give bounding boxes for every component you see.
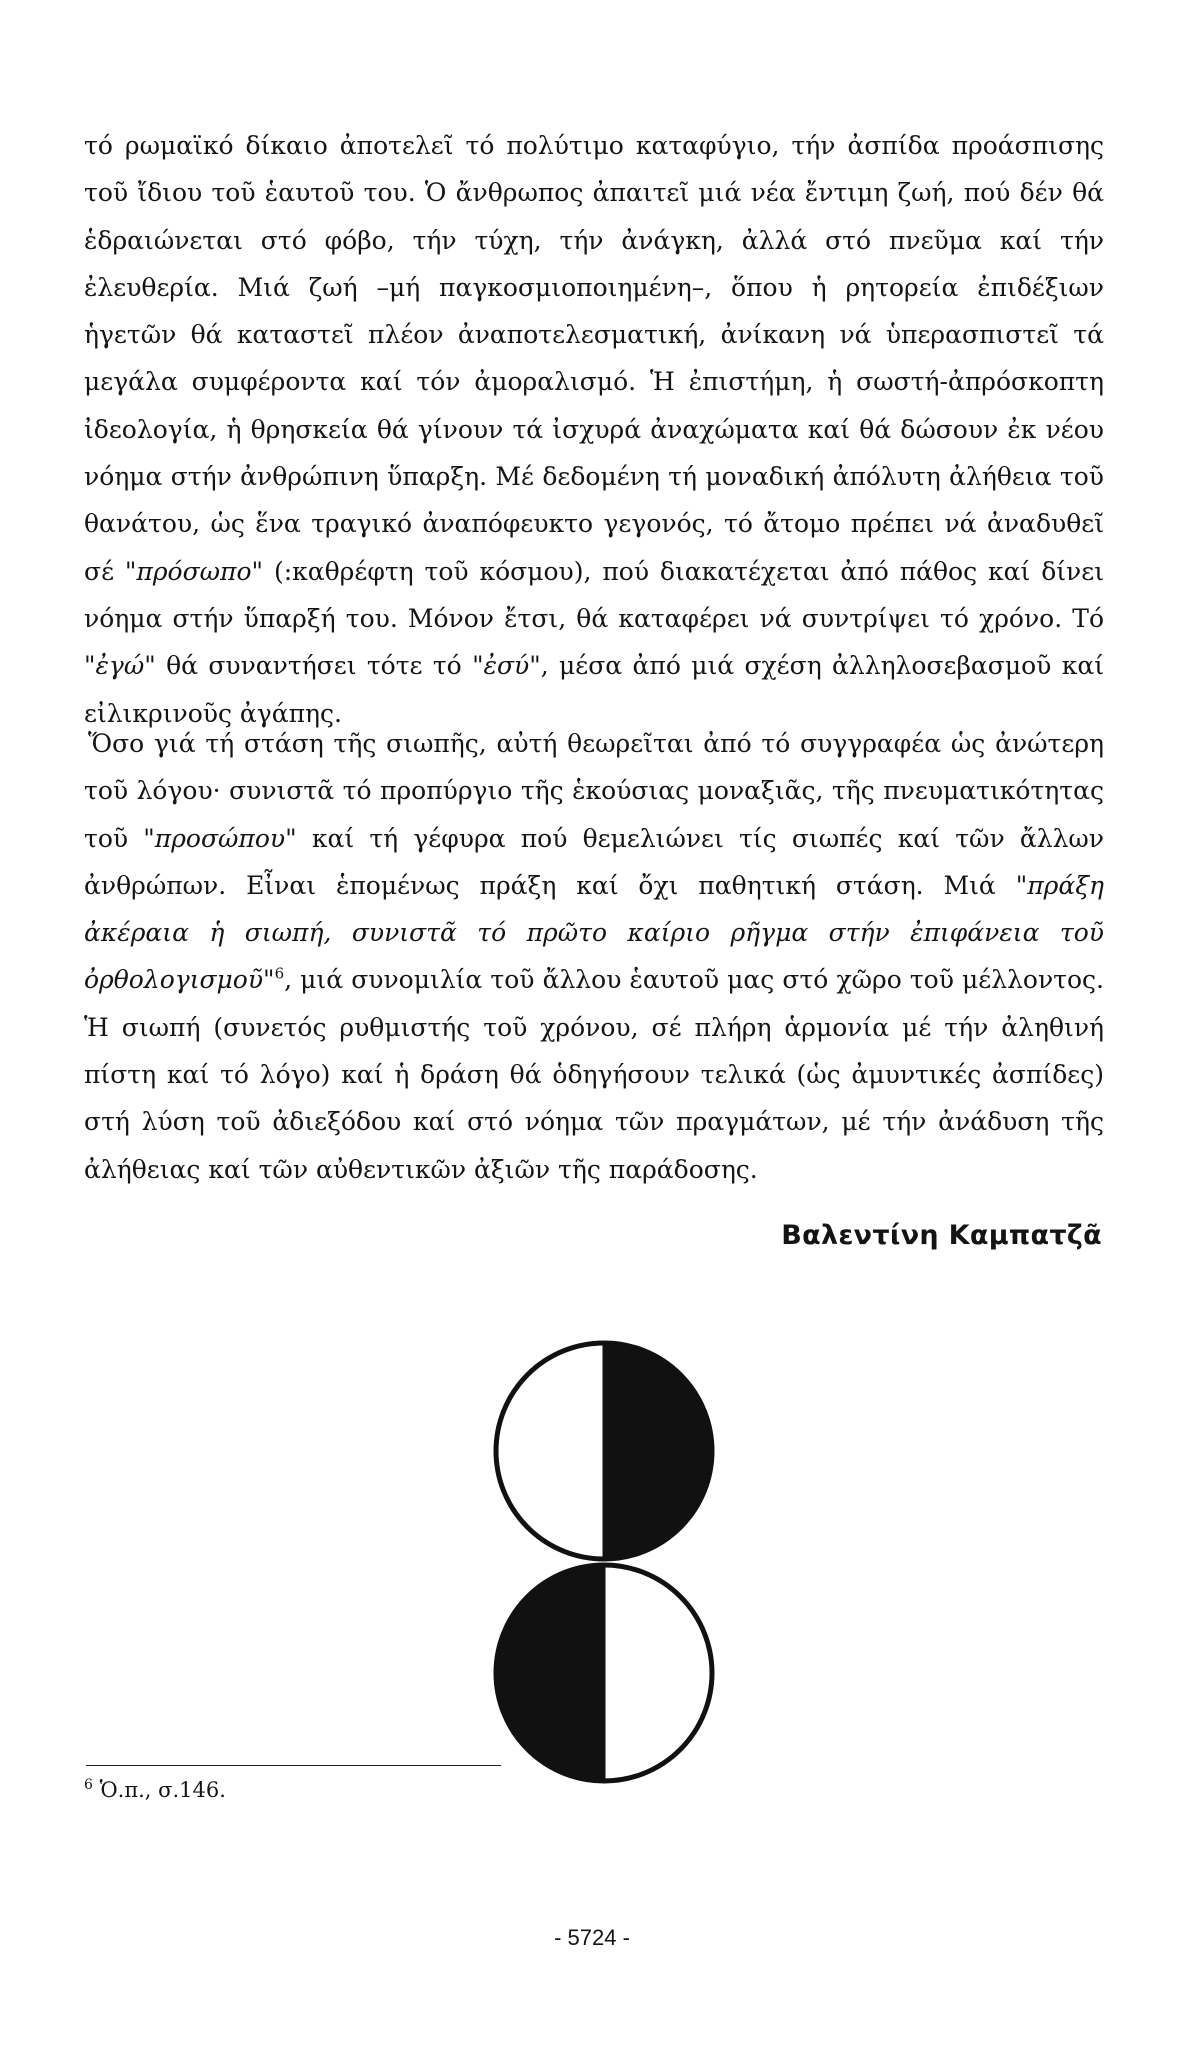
- ego-quote: "ἐγώ": [84, 651, 156, 681]
- footnote-reference: 6: [274, 965, 285, 984]
- top-half-circle-icon: [496, 1343, 712, 1559]
- bottom-half-circle-icon: [496, 1565, 712, 1781]
- paragraph-2-text-a: Ὅσο γιά τή στάση τῆς σιωπῆς, αὐτή θεωρεῖται ἀπό τό συγγραφέα ὡς ἀνώτερη τοῦ λόγου· συνιστᾶ τό προπύργιο τῆς ἑκούσιας μοναξιᾶς, τῆς πνευματικότητας τοῦ: [84, 729, 1104, 853]
- body-paragraph-2: [84, 720, 1104, 1193]
- author-signature: Βαλεντίνη Καμπατζᾶ: [781, 1220, 1102, 1251]
- footnote-text: Ὁ.π., σ.146.: [99, 1778, 226, 1802]
- prosopo-quote: "πρόσωπο": [124, 556, 264, 586]
- paragraph-1-text-c: θά συναντήσει τότε τό: [155, 651, 473, 681]
- paragraph-2-text-b: καί τή γέφυρα πού θεμελιώνει τίς σιωπές καί τῶν ἄλλων ἀνθρώπων. Εἶναι ἑπομένως πράξη καί ὄχι παθητική στάση. Μιά: [84, 823, 1105, 900]
- italic-quotation: "πράξη ἀκέραια ἡ σιωπή, συνιστᾶ τό πρῶτο καίριο ρῆγμα στήν ἐπιφάνεια τοῦ ὀρθολογισμοῦ": [84, 870, 1104, 995]
- body-paragraph-1: [84, 122, 1104, 737]
- footnote-divider: [86, 1765, 501, 1766]
- esy-quote: "ἐσύ": [472, 651, 541, 681]
- page-number: - 5724 -: [554, 1925, 630, 1950]
- paragraph-1-text: τό ρωμαϊκό δίκαιο ἀποτελεῖ τό πολύτιμο καταφύγιο, τήν ἀσπίδα προάσπισης τοῦ ἴδιου τοῦ ἑαυτοῦ του. Ὁ ἄνθρωπος ἀπαιτεῖ μιά νέα ἔντιμη ζωή, πού δέν θά ἑδραιώνεται στό φόβο, τήν τύχη, τήν ἀνάγκη, ἀλλά στό πνεῦμα καί τήν ἐλευθερία. Μιά ζωή –μή παγκοσμιοποιημένη–, ὅπου ἡ ρητορεία ἐπιδέξιων ἡγετῶν θά καταστεῖ πλέον ἀναποτελεσματική, ἀνίκανη νά ὑπερασπιστεῖ τά μεγάλα συμφέροντα καί τόν ἀμοραλισμό. Ἡ ἐπιστήμη, ἡ σωστή-ἀπρόσκοπτη ἰδεολογία, ἡ θρησκεία θά γίνουν τά ἰσχυρά ἀναχώματα καί θά δώσουν ἐκ νέου νόημα στήν ἀνθρώπινη ὕπαρξη. Μέ δεδομένη τή μοναδική ἀπόλυτη ἀλήθεια τοῦ θανάτου, ὡς ἕνα τραγικό ἀναπόφευκτο γεγονός, τό ἄτομο πρέπει νά ἀναδυθεῖ σέ: [84, 131, 1104, 586]
- paragraph-1-text-b: (:καθρέφτη τοῦ κόσμου), πού διακατέχεται ἀπό πάθος καί δίνει νόημα στήν ὕπαρξή του. Μόνον ἔτσι, θά καταφέρει νά συντρίψει τό χρόνο. Τό: [84, 556, 1105, 633]
- footnote-number: 6: [84, 1777, 93, 1793]
- paragraph-2-text-c: , μιά συνομιλία τοῦ ἄλλου ἑαυτοῦ μας στό χῶρο τοῦ μέλλοντος. Ἡ σιωπή (συνετός ρυθμιστής τοῦ χρόνου, σέ πλήρη ἁρμονία μέ τήν ἀληθινή πίστη καί τό λόγο) καί ἡ δράση θά ὁδηγήσουν τελικά (ὡς ἀμυντικές ἀσπίδες) στή λύση τοῦ ἀδιεξόδου καί στό νόημα τῶν πραγμάτων, μέ τήν ἀνάδυση τῆς ἀλήθειας καί τῶν αὐθεντικῶν ἀξιῶν τῆς παράδοσης.: [84, 965, 1104, 1184]
- prosopou-quote: "προσώπου": [143, 823, 297, 853]
- paragraph-1-text-d: , μέσα ἀπό μιά σχέση ἀλληλοσεβασμοῦ καί εἰλικρινοῦς ἀγάπης.: [84, 651, 1105, 728]
- footnote: [84, 1778, 226, 1802]
- half-moon-emblem-icon: [488, 1335, 720, 1791]
